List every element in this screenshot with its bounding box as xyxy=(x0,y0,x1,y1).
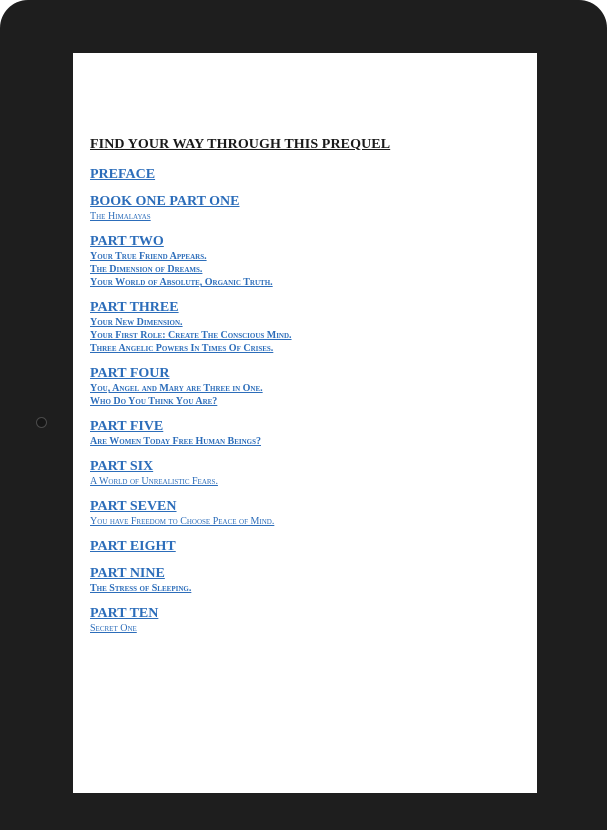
toc-section xyxy=(90,538,530,555)
toc-chapter-link[interactable]: A World of Unrealistic Fears. xyxy=(90,476,218,487)
toc-section-link[interactable]: PART TEN xyxy=(90,606,159,621)
toc-chapter-link[interactable]: Your New Dimension. xyxy=(90,317,183,328)
toc-section-link[interactable]: PART THREE xyxy=(90,300,179,315)
toc-section xyxy=(90,233,530,289)
toc-section-link[interactable]: PART TWO xyxy=(90,234,164,249)
toc-section xyxy=(90,498,530,528)
toc-section-link[interactable]: PART FIVE xyxy=(90,419,164,434)
toc-section xyxy=(90,605,530,635)
toc-section-link[interactable]: PART FOUR xyxy=(90,366,170,381)
toc-section-link[interactable]: PREFACE xyxy=(90,167,156,182)
toc-chapter-link[interactable]: Who Do You Think You Are? xyxy=(90,396,218,407)
toc-heading: FIND YOUR WAY THROUGH THIS PREQUEL xyxy=(90,137,391,152)
toc-chapter-link[interactable]: Secret One xyxy=(90,623,137,634)
camera-icon xyxy=(36,417,47,428)
toc-section-link[interactable]: BOOK ONE PART ONE xyxy=(90,194,240,209)
toc-chapter-link[interactable]: The Himalayas xyxy=(90,211,151,222)
toc-section xyxy=(90,299,530,355)
toc-section xyxy=(90,458,530,488)
toc-chapter-link[interactable]: Are Women Today Free Human Beings? xyxy=(90,436,262,447)
toc-section xyxy=(90,418,530,448)
toc-section-link[interactable]: PART SEVEN xyxy=(90,499,177,514)
table-of-contents xyxy=(90,136,530,645)
toc-chapter-link[interactable]: You, Angel and Mary are Three in One. xyxy=(90,383,263,394)
toc-section xyxy=(90,166,530,183)
toc-section-link[interactable]: PART SIX xyxy=(90,459,154,474)
toc-chapter-link[interactable]: The Dimension of Dreams. xyxy=(90,264,203,275)
toc-chapter-link[interactable]: You have Freedom to Choose Peace of Mind. xyxy=(90,516,275,527)
toc-chapter-link[interactable]: Your First Role: Create The Conscious Mind. xyxy=(90,330,292,341)
reader-screen[interactable] xyxy=(73,53,537,793)
toc-sections xyxy=(90,166,530,635)
toc-chapter-link[interactable]: Your True Friend Appears. xyxy=(90,251,207,262)
toc-section-link[interactable]: PART NINE xyxy=(90,566,165,581)
toc-section xyxy=(90,565,530,595)
toc-chapter-link[interactable]: Three Angelic Powers In Times Of Crises. xyxy=(90,343,274,354)
toc-chapter-link[interactable]: The Stress of Sleeping. xyxy=(90,583,192,594)
toc-chapter-link[interactable]: Your World of Absolute, Organic Truth. xyxy=(90,277,273,288)
toc-section xyxy=(90,193,530,223)
toc-section-link[interactable]: PART EIGHT xyxy=(90,539,176,554)
toc-section xyxy=(90,365,530,408)
